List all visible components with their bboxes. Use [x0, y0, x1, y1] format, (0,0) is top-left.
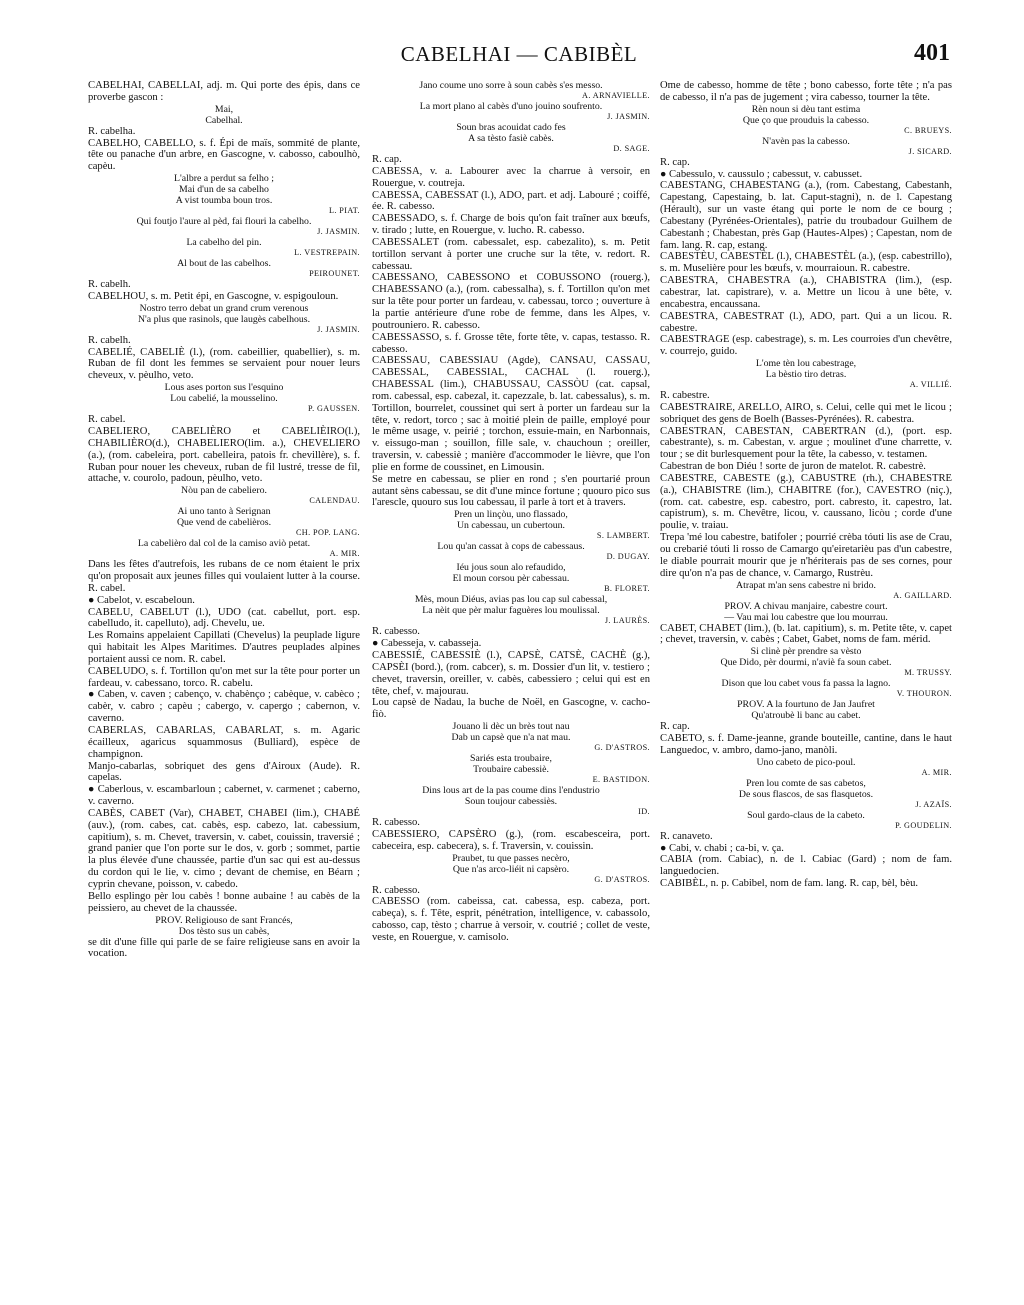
quotation-author: A. ARNAVIELLE.	[582, 91, 650, 100]
dictionary-entry: CABIA (rom. Cabiac), n. de l. Cabiac (Gard) ; nom de fam. languedocien.	[660, 854, 952, 878]
quotation-line: La mort plano al cabès d'uno jouino soufrento.	[419, 101, 603, 112]
quotation-line: Lou cabelié, la mousselino.	[170, 393, 278, 405]
quotation-line: Lou qu'an cassat à cops de cabessaus.	[437, 541, 585, 553]
dictionary-entry: CABELU, CABELUT (l.), UDO (cat. cabellut, port. esp. cabelludo, it. capelluto), adj. Chevelu, ue.	[88, 606, 360, 630]
quotation-line: Soun toujour cabessiès.	[464, 796, 558, 808]
dictionary-entry: CABESSA, v. a. Labourer avec la charrue à versoir, en Rouergue, v. coutreja.	[372, 165, 650, 189]
quotation-author: S. LAMBERT.	[596, 531, 650, 541]
quotation-author: C. BRUEYS.	[904, 125, 952, 135]
quotation-author: A. MIR.	[921, 767, 952, 777]
dictionary-entry: CABESTRA, CABESTRAT (l.), ADO, part. Qui a un licou. R. cabestre.	[660, 310, 952, 334]
quotation-author: A. VILLIÉ.	[909, 380, 952, 390]
dictionary-entry: Bello esplingo pèr lou cabès ! bonne aubaine ! au cabès de la peissiero, au chevet de la chaussée.	[88, 890, 360, 914]
dictionary-entry: CABELIERO, CABELIÈRO et CABELIÈIRO(l.), CHABILIÈRO(d.), CHABELIERO(lim. a.), CHEVELIERO (a.), (rom. cabeleira, port. cabelleira, patois fr. chevillère), s. f. Ruban pour nouer les cheveux, ruban de fil lustré, tresse de fil, attache, v. courolo, padoun, pèulho, veto.	[88, 425, 360, 485]
quotation-line: Dab un capsè que n'a nat mau.	[451, 732, 571, 744]
dictionary-entry: CABELIÉ, CABELIÈ (l.), (rom. cabeillier, quabellier), s. m. Ruban de fil dont les femmes se servaient pour nouer leurs cheveux, v. pèulho, veto.	[88, 346, 360, 382]
dictionary-entry: CABET, CHABET (lim.), (b. lat. capitium), s. m. Petite tête, v. capet ; chevet, traversin, v. cabès ; Cabet, Gabet, noms de fam. mérid.	[660, 622, 952, 646]
quotation-line: Dins lous art de la pas coume dins l'endustrio	[422, 785, 600, 797]
quotation-line: PROV. Religiouso de sant Francés,	[155, 914, 293, 926]
dictionary-entry: R. cabel.	[88, 414, 126, 426]
dictionary-entry: R. cabelha.	[88, 125, 136, 137]
quotation-line: Soul gardo-claus de la cabeto.	[747, 809, 865, 821]
quotation-line: Si clinè pèr prendre sa vèsto	[750, 646, 862, 658]
quotation-line: Lous ases porton sus l'esquino	[164, 382, 284, 394]
quotation-line: Mai d'un de sa cabelho	[179, 184, 269, 196]
dictionary-entry: se dit d'une fille qui parle de se faire religieuse sans en avoir la vocation.	[88, 936, 360, 960]
dictionary-entry: CABIBÈL, n. p. Cabibel, nom de fam. lang. R. cap, bèl, bèu.	[660, 878, 919, 890]
quotation-author: G. D'ASTROS.	[594, 743, 650, 753]
quotation-line: Pren un linçòu, uno flassado,	[454, 509, 568, 521]
dictionary-entry: CABESSO (rom. cabeissa, cat. cabessa, esp. cabeza, port. cabeça), s. f. Tête, esprit, pénétration, intelligence, v. cabassolo, cabosso, cap, tèsto ; charrue à versoir, v. coutrié ; collet de veste, veste, en Rouergue, v. camisolo.	[372, 896, 650, 943]
quotation-line: L'albre a perdut sa felho ;	[174, 173, 274, 185]
quotation-author: G. D'ASTROS.	[594, 874, 650, 884]
quotation-line: Dos tèsto sus un cabès,	[178, 925, 270, 937]
page-number: 401	[914, 40, 950, 66]
quotation-line: Que vend de cabelièros.	[176, 517, 272, 529]
column-middle	[372, 80, 650, 944]
quotation-author: CH. POP. LANG.	[295, 528, 360, 538]
dictionary-entry: CABERLAS, CABARLAS, CABARLAT, s. m. Agaric écailleux, agaricus squammosus (Bulliard), espèce de champignon.	[88, 725, 360, 760]
dictionary-entry: R. cabelh.	[88, 334, 131, 346]
dictionary-entry: Trepa 'mé lou cabestre, batifoler ; pourrié crèba tóuti lis ase de Crau, ou crebarié tóuti li rosso de Camargo qu'eiretarièu pas d'un cabestre, le diable pourrait mourir que je n'hériterais pas de ses cornes, pour dire qu'on n'a pas de chance, v. Camargo, Rustrèu.	[660, 532, 952, 579]
column-left	[88, 80, 360, 960]
dictionary-entry: Se metre en cabessau, se plier en rond ; s'en pourtarié proun autant sèns cabessau, se dit d'une mince fortune ; quouro pico sus l'arescle, quouro sus lou cabessau, il parle à tort et à travers.	[372, 473, 650, 509]
quotation-author: J. JASMIN.	[317, 324, 360, 334]
quotation-line: — Vau mai lou cabestre que lou mourrau.	[724, 611, 888, 623]
quotation-line: Jano coume uno sorre à soun cabès s'es messo.	[419, 80, 603, 91]
dictionary-entry: R. cap.	[660, 156, 690, 168]
dictionary-entry: R. canaveto.	[660, 830, 713, 842]
quotation-author: L. VESTREPAIN.	[294, 248, 360, 258]
quotation-line: A vist toumba boun tros.	[175, 195, 273, 207]
quotation-line: La nèit que pèr malur faguères lou moulissal.	[422, 605, 600, 617]
quotation-author: D. DUGAY.	[606, 552, 650, 562]
dictionary-entry: R. cabesso.	[372, 817, 420, 829]
dictionary-entry: CABESTANG, CHABESTANG (a.), (rom. Cabestang, Cabestanh, Capestang, Capestaing, b. lat. Caput-stagni), n. de l. Capestang (Hérault), sur un vaste étang qui porte le nom de ce bourg ; Cabestany (Pyrénées-Orientales), patrie du troubadour Guilhem de Cabestanh ; Chabestan, près Gap (Hautes-Alpes) ; Capestan, nom de fam. lang. R. cap, estang.	[660, 180, 952, 251]
dictionary-entry: ● Cabesseja, v. cabasseja.	[372, 638, 482, 650]
quotation-line: PROV. A la fourtuno de Jan Jaufret	[737, 699, 875, 711]
dictionary-entry: Ome de cabesso, homme de tête ; bono cabesso, forte tête ; n'a pas de cabesso, il n'a pas de jugement ; vira cabesso, tourner la tête.	[660, 80, 952, 103]
quotation-author: A. MIR.	[329, 549, 360, 559]
dictionary-entry: CABESSANO, CABESSONO et COBUSSONO (rouerg.), CHABESSANO (a.), (rom. cabessalha), s. f. Tortillon qu'on met sur la tête pour porter un fardeau, v. cabessau, torco ; ouverture à la partie antérieure d'une robe de femme, dans les Alpes, v. poutrouniero. R. cabesso.	[372, 272, 650, 331]
quotation-author: A. GAILLARD.	[893, 590, 952, 600]
quotation-line: PROV. A chivau manjaire, cabestre court.	[724, 600, 888, 612]
dictionary-entry: CABESSIERO, CAPSÈRO (g.), (rom. escabesceira, port. cabeceira, esp. cabecera), s. f. Traversin, v. couissin.	[372, 828, 650, 852]
quotation-line: Nòu pan de cabeliero.	[181, 485, 267, 497]
quotation-line: Iéu jous soun alo refaudido,	[456, 562, 566, 574]
dictionary-entry: Dans les fêtes d'autrefois, les rubans de ce nom étaient le prix qu'on proposait aux jeunes filles qui voulaient lutter à la course. R. cabel.	[88, 559, 360, 594]
dictionary-entry: CABESSALET (rom. cabessalet, esp. cabezalito), s. m. Petit tortillon servant à porter une cruche sur la tête, v. redort. R. cabessau.	[372, 236, 650, 272]
dictionary-entry: ● Cabessulo, v. caussulo ; cabessut, v. cabusset.	[660, 168, 863, 180]
quotation-line: Rèn noun si dèu tant estima	[751, 103, 861, 115]
quotation-line: L'ome tèn lou cabestrage,	[755, 358, 857, 370]
quotation-author: D. SAGE.	[613, 144, 650, 153]
column-right	[660, 80, 952, 890]
quotation-line: Troubaire cabessiè.	[473, 764, 549, 776]
quotation-line: Uno cabeto de pico-poul.	[756, 756, 856, 768]
quotation-author: M. TRUSSY.	[904, 668, 952, 678]
quotation-line: Qui foutjo l'aure al pèd, fai flouri la cabelho.	[136, 216, 312, 228]
dictionary-entry: R. cap.	[660, 721, 690, 733]
quotation-author: J. AZAÏS.	[915, 799, 952, 809]
dictionary-entry: R. cabelh.	[88, 279, 131, 291]
dictionary-entry: CABELHOU, s. m. Petit épi, en Gascogne, v. espigouloun.	[88, 290, 339, 302]
dictionary-entry: CABESTRAGE (esp. cabestrage), s. m. Les courroies d'un chevêtre, v. courrejo, guido.	[660, 334, 952, 358]
quotation-author: P. GAUSSEN.	[308, 404, 360, 414]
dictionary-entry: CABESTÈU, CABESTÈL (l.), CHABESTÈL (a.), (esp. cabestrillo), s. m. Muselière pour les bœufs, v. mourraioun. R. cabestre.	[660, 251, 952, 275]
dictionary-entry: CABESSASSO, s. f. Grosse tête, forte tête, v. capas, testasso. R. cabesso.	[372, 331, 650, 355]
dictionary-entry: ● Cabi, v. chabi ; ca-bi, v. ça.	[660, 842, 784, 854]
dictionary-entry: CABESSA, CABESSAT (l.), ADO, part. et adj. Labouré ; coiffé, ée. R. cabesso.	[372, 189, 650, 213]
quotation-author: V. THOURON.	[896, 689, 952, 699]
dictionary-entry: Lou capsè de Nadau, la buche de Noël, en Gascogne, v. cacho-fiò.	[372, 697, 650, 721]
quotation-author: J. JASMIN.	[607, 112, 650, 121]
quotation-author: CALENDAU.	[309, 496, 360, 506]
quotation-author: J. JASMIN.	[317, 227, 360, 237]
dictionary-entry: CABESSAU, CABESSIAU (Agde), CANSAU, CASSAU, CABESSAL, CABESSIAL, CACHAL (l. rouerg.), CHABESSAL (lim.), CHABUSSAU, CASSÒU (cat. capsal, rom. cabessal, esp. cabezal, it. capezzale, b. lat. cabessalus), s. m. Tortillon, bourrelet, coussinet qui sert à porter un fardeau sur la tête, v. redort, torco ; sac à moitié plein de paille, employé pour le même usage, v. peirié ; torchon, essuie-main, en Narbonnais, v. eissugo-man ; souillon, fille sale, v. chauchoun ; oreiller, traversin, v. cabessiè ; manière d'accommoder le lièvre, que l'on plie en forme de coussinet, en Limousin.	[372, 355, 650, 473]
quotation-line: Jouano li dèc un brès tout nau	[452, 721, 570, 733]
dictionary-entry: Manjo-cabarlas, sobriquet des gens d'Airoux (Aude). R. capelas.	[88, 760, 360, 784]
dictionary-entry: CABÈS, CABET (Var), CHABET, CHABEI (lim.), CHABÉ (auv.), (rom. cabes, cat. cabès, esp. cabezo, lat. cabessium, capitium), s. m. Chevet, traversin, v. cabet, couissin, traversié ; grand panier que l'on porte sur le dos, v. gorb ; sommet, partie la plus élevée d'une chaussée, partie d'un sac qui est au-dessus du cordon qui le lie, v. cimo ; devant de chemise, en Béarn ; cyprin chevane, poisson, v. cabedo.	[88, 807, 360, 890]
quotation-author: J. LAURÈS.	[604, 616, 650, 626]
quotation-line: Que n'as arco-liéit ni capsèro.	[452, 863, 570, 875]
quotation-line: Praubet, tu que passes necèro,	[452, 852, 570, 864]
quotation-line: Atrapat m'an sens cabestre ni brido.	[736, 579, 876, 591]
quotation-line: Nostro terro debat un grand crum verenous	[139, 302, 309, 314]
dictionary-entry: ● Caberlous, v. escambarloun ; cabernet, v. carmenet ; caberno, v. caverno.	[88, 784, 360, 808]
quotation-line: Mès, moun Diéus, avias pas lou cap sul cabessal,	[414, 594, 608, 606]
dictionary-entry: Les Romains appelaient Capillati (Chevelus) la peuplade ligure qui habitait les Alpes Maritimes. D'autres peuplades alpines portaient aussi ce nom. R. cabel.	[88, 630, 360, 665]
quotation-line: Que ço que prouduis la cabesso.	[742, 114, 870, 126]
dictionary-entry: ● Cabelot, v. escabeloun.	[88, 594, 195, 606]
quotation-author: J. SICARD.	[908, 146, 952, 156]
quotation-line: Dison que lou cabet vous fa passa la lagno.	[721, 678, 891, 690]
quotation-author: B. FLORET.	[604, 584, 650, 594]
dictionary-entry: CABESTRE, CABESTE (g.), CABUSTRE (rh.), CHABESTRE (a.), CHABISTRE (lim.), CHABITRE (for.), CAVESTRO (niç.), (rom. cat. cabestre, esp. cabestro, port. cabresto, it. capestro, lat. capistrum), s. m. Chevêtre, licou, v. caussano, licòu ; corde d'une poulie, v. traiau.	[660, 472, 952, 532]
dictionary-entry: CABESSIÉ, CABESSIÈ (l.), CAPSÈ, CATSÈ, CACHÈ (g.), CAPSÈI (bord.), (rom. cabcer), s. m. Dossier d'un lit, v. testiero ; chevet, traversin, oreiller, v. cabès, cabessiero ; celui qui est en tête, chef, v. majourau.	[372, 650, 650, 697]
quotation-author: PEIROUNET.	[309, 269, 360, 279]
quotation-line: Mai,	[214, 103, 234, 115]
quotation-line: Sariés esta troubaire,	[470, 753, 552, 765]
page-header	[88, 40, 950, 70]
quotation-author: P. GOUDELIN.	[895, 820, 952, 830]
quotation-line: Al bout de las cabelhos.	[177, 258, 271, 270]
quotation-line: N'a plus que rasinols, que laugès cabelhous.	[137, 313, 311, 325]
quotation-line: Soun bras acouidat cado fes	[456, 122, 566, 133]
quotation-line: Que Dido, pèr dourmi, n'aviè fa soun cabet.	[720, 657, 892, 669]
dictionary-entry: Cabestran de bon Diéu ! sorte de juron de matelot. R. cabestrè.	[660, 461, 926, 473]
dictionary-entry: R. cabestre.	[660, 390, 710, 402]
quotation-line: Ai uno tanto à Serignan	[177, 506, 271, 518]
quotation-line: Pren lou comte de sas cabetos,	[746, 777, 866, 789]
dictionary-entry: CABELUDO, s. f. Tortillon qu'on met sur la tête pour porter un fardeau, v. cabessano, torco. R. cabelu.	[88, 665, 360, 689]
dictionary-entry: CABETO, s. f. Dame-jeanne, grande bouteille, cantine, dans le haut Languedoc, v. ambro, damo-jano, manòli.	[660, 733, 952, 756]
dictionary-entry: CABESTRAIRE, ARELLO, AIRO, s. Celui, celle qui met le licou ; sobriquet des gens de Boelh (Basses-Pyrénées). R. cabestra.	[660, 401, 952, 425]
quotation-line: La cabelho del pin.	[186, 237, 262, 249]
running-title: CABELHAI — CABIBÈL	[400, 42, 638, 66]
quotation-line: La bèstio tiro detras.	[765, 369, 847, 381]
dictionary-entry: CABELHAI, CABELLAI, adj. m. Qui porte des épis, dans ce proverbe gascon :	[88, 80, 360, 103]
dictionary-entry: ● Caben, v. caven ; cabenço, v. chabènço ; cabèque, v. cabèco ; cabèr, v. cabro ; capèu ; cabergo, v. capergo ; cabernon, v. caverno.	[88, 689, 360, 725]
dictionary-entry: R. cap.	[372, 154, 402, 165]
dictionary-entry: CABESTRA, CHABESTRA (a.), CHABISTRA (lim.), (esp. cabestrar, lat. capistrare), v. a. Mettre un licou à une bête, v. encabestra, encaussana.	[660, 275, 952, 310]
quotation-line: Qu'atroubè li banc au cabet.	[751, 710, 861, 722]
quotation-line: Cabelhal.	[205, 114, 243, 126]
quotation-line: La cabelièro dal col de la camiso aviò petat.	[137, 538, 311, 550]
quotation-author: L. PIAT.	[328, 206, 360, 216]
quotation-author: ID.	[638, 807, 650, 817]
dictionary-entry: CABESSADO, s. f. Charge de bois qu'on fait traîner aux bœufs, v. tirado ; lutte, en Rouergue, v. lucho. R. cabesso.	[372, 213, 650, 237]
dictionary-entry: CABELHO, CABELLO, s. f. Épi de maïs, sommité de plante, tête ou panache d'un arbre, en Gascogne, v. cabosso, caboulhò, capèu.	[88, 137, 360, 173]
quotation-line: Un cabessau, un cubertoun.	[456, 520, 565, 532]
dictionary-entry: CABESTRAN, CABESTAN, CABERTRAN (d.), (port. esp. cabestrante), s. m. Cabestan, v. argue ; moulinet d'une charrette, v. tour ; se dit burlesquement pour la tête, la cabesso, v. testamen.	[660, 425, 952, 461]
dictionary-entry: R. cabesso.	[372, 626, 420, 638]
quotation-line: De sous flascos, de sas flasquetos.	[738, 788, 874, 800]
quotation-line: El moun corsou pèr cabessau.	[452, 573, 570, 585]
dictionary-entry: R. cabesso.	[372, 884, 420, 896]
quotation-author: E. BASTIDON.	[592, 775, 650, 785]
quotation-line: A sa tèsto fasiè cabès.	[468, 133, 554, 144]
quotation-line: N'avèn pas la cabesso.	[762, 135, 850, 147]
